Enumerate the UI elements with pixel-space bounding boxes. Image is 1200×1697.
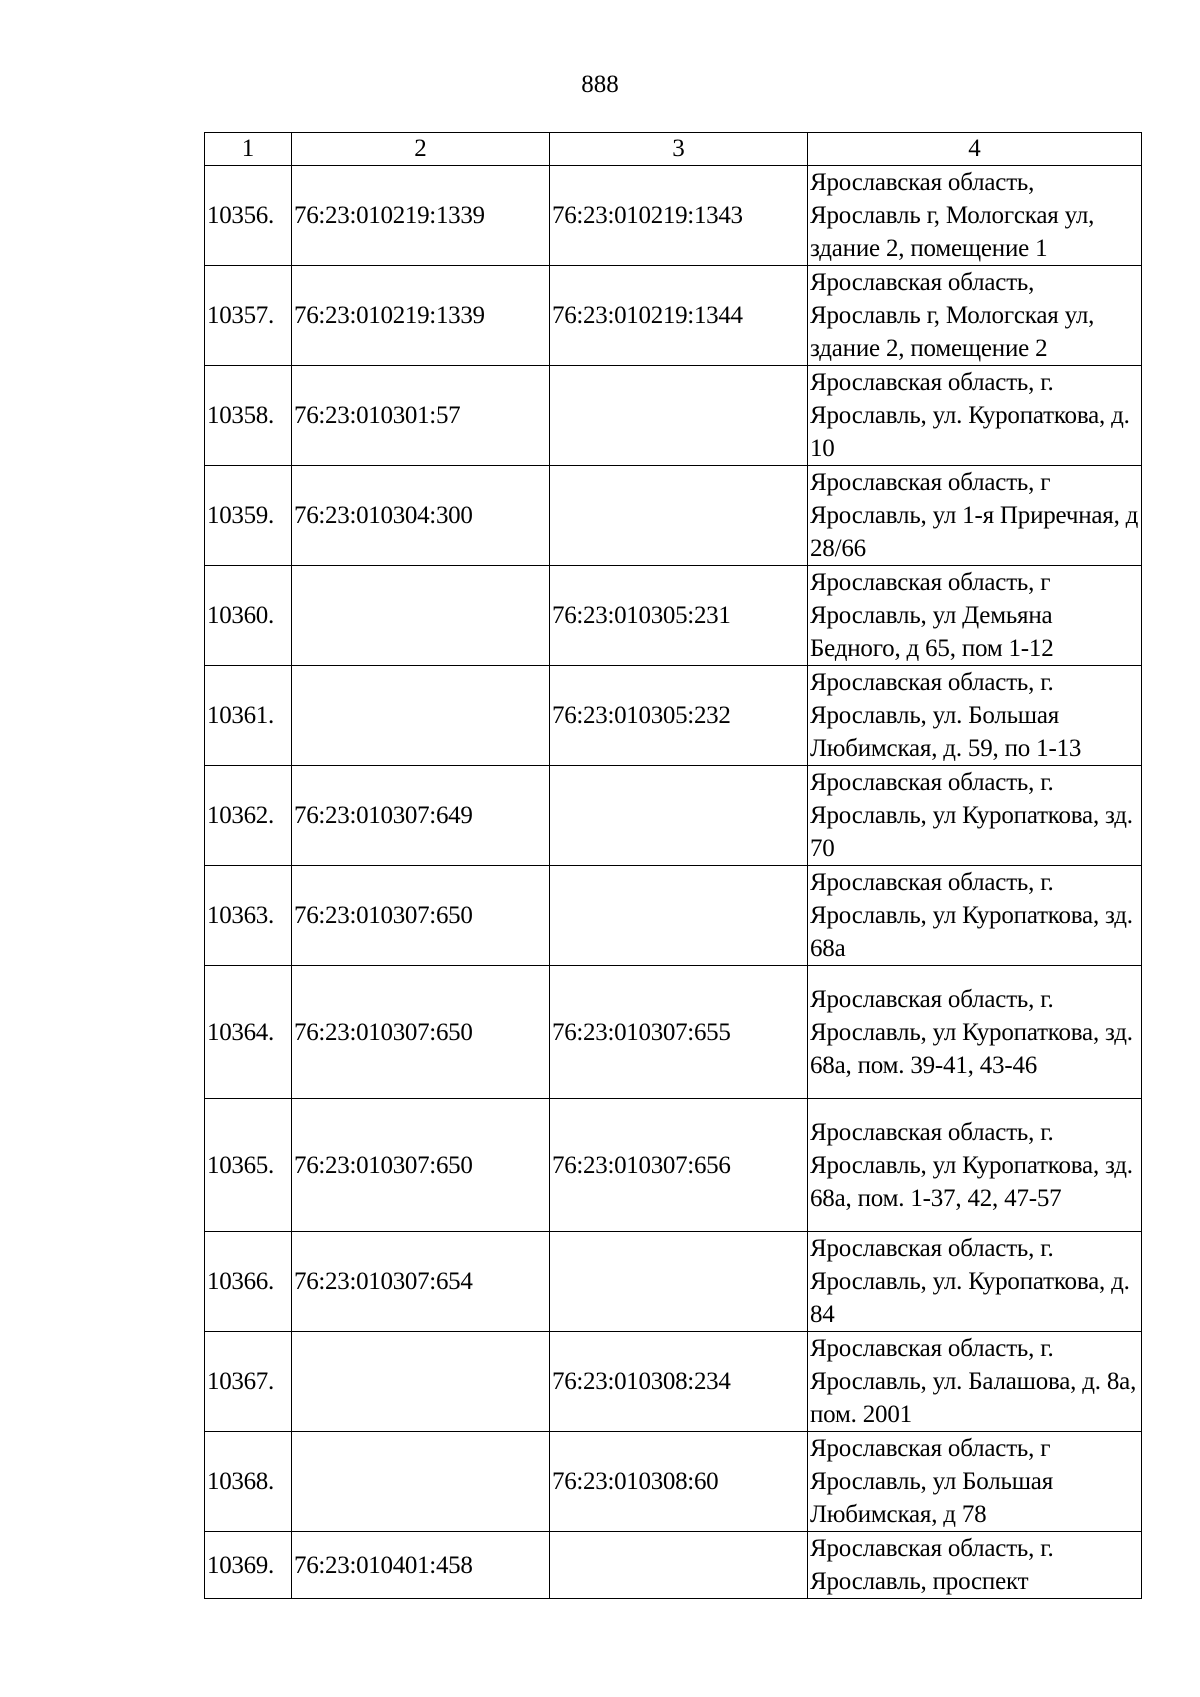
row-number: 10367. bbox=[205, 1332, 292, 1432]
address-cell: Ярославская область, г Ярославль, ул Большая Любимская, д 78 bbox=[808, 1432, 1142, 1532]
address-cell: Ярославская область, г. Ярославль, ул Куропаткова, зд. 68а, пом. 1-37, 42, 47-57 bbox=[808, 1099, 1142, 1232]
registry-table bbox=[204, 132, 1142, 1599]
cadastral-number: 76:23:010401:458 bbox=[292, 1532, 550, 1599]
address-cell: Ярославская область, г Ярославль, ул Демьяна Бедного, д 65, пом 1-12 bbox=[808, 566, 1142, 666]
premises-cadastral-number bbox=[550, 766, 808, 866]
cadastral-number: 76:23:010307:649 bbox=[292, 766, 550, 866]
table-row bbox=[205, 1232, 1142, 1332]
cadastral-number: 76:23:010304:300 bbox=[292, 466, 550, 566]
address-cell: Ярославская область, г. Ярославль, проспект bbox=[808, 1532, 1142, 1599]
page-number: 888 bbox=[581, 71, 619, 98]
row-number: 10365. bbox=[205, 1099, 292, 1232]
table-row bbox=[205, 566, 1142, 666]
row-number: 10361. bbox=[205, 666, 292, 766]
row-number: 10357. bbox=[205, 266, 292, 366]
premises-cadastral-number: 76:23:010219:1344 bbox=[550, 266, 808, 366]
address-cell: Ярославская область, г. Ярославль, ул Куропаткова, зд. 70 bbox=[808, 766, 1142, 866]
cadastral-number bbox=[292, 566, 550, 666]
cadastral-number: 76:23:010219:1339 bbox=[292, 266, 550, 366]
row-number: 10366. bbox=[205, 1232, 292, 1332]
row-number: 10368. bbox=[205, 1432, 292, 1532]
cadastral-number: 76:23:010219:1339 bbox=[292, 166, 550, 266]
table-row bbox=[205, 1099, 1142, 1232]
table-row bbox=[205, 366, 1142, 466]
row-number: 10369. bbox=[205, 1532, 292, 1599]
cadastral-number: 76:23:010307:650 bbox=[292, 866, 550, 966]
table-row bbox=[205, 1532, 1142, 1599]
premises-cadastral-number: 76:23:010305:231 bbox=[550, 566, 808, 666]
column-header-1: 1 bbox=[205, 133, 292, 166]
table-row bbox=[205, 166, 1142, 266]
table-row bbox=[205, 766, 1142, 866]
row-number: 10363. bbox=[205, 866, 292, 966]
address-cell: Ярославская область, Ярославль г, Мологская ул, здание 2, помещение 1 bbox=[808, 166, 1142, 266]
address-cell: Ярославская область, г. Ярославль, ул. Куропаткова, д. 84 bbox=[808, 1232, 1142, 1332]
premises-cadastral-number: 76:23:010308:60 bbox=[550, 1432, 808, 1532]
cadastral-number bbox=[292, 1332, 550, 1432]
premises-cadastral-number bbox=[550, 366, 808, 466]
table-header-row bbox=[205, 133, 1142, 166]
address-cell: Ярославская область, г Ярославль, ул 1-я Приречная, д 28/66 bbox=[808, 466, 1142, 566]
column-header-3: 3 bbox=[550, 133, 808, 166]
address-cell: Ярославская область, г. Ярославль, ул. Куропаткова, д. 10 bbox=[808, 366, 1142, 466]
cadastral-number: 76:23:010307:654 bbox=[292, 1232, 550, 1332]
cadastral-number bbox=[292, 1432, 550, 1532]
table-row bbox=[205, 966, 1142, 1099]
table-row bbox=[205, 266, 1142, 366]
premises-cadastral-number: 76:23:010307:655 bbox=[550, 966, 808, 1099]
premises-cadastral-number: 76:23:010308:234 bbox=[550, 1332, 808, 1432]
row-number: 10359. bbox=[205, 466, 292, 566]
row-number: 10360. bbox=[205, 566, 292, 666]
premises-cadastral-number: 76:23:010305:232 bbox=[550, 666, 808, 766]
column-header-4: 4 bbox=[808, 133, 1142, 166]
cadastral-number: 76:23:010307:650 bbox=[292, 1099, 550, 1232]
column-header-2: 2 bbox=[292, 133, 550, 166]
table-row bbox=[205, 666, 1142, 766]
table-row bbox=[205, 866, 1142, 966]
address-cell: Ярославская область, Ярославль г, Мологская ул, здание 2, помещение 2 bbox=[808, 266, 1142, 366]
table-row bbox=[205, 466, 1142, 566]
row-number: 10362. bbox=[205, 766, 292, 866]
address-cell: Ярославская область, г. Ярославль, ул Куропаткова, зд. 68а, пом. 39-41, 43-46 bbox=[808, 966, 1142, 1099]
address-cell: Ярославская область, г. Ярославль, ул. Большая Любимская, д. 59, по 1-13 bbox=[808, 666, 1142, 766]
premises-cadastral-number bbox=[550, 866, 808, 966]
table-row bbox=[205, 1432, 1142, 1532]
address-cell: Ярославская область, г. Ярославль, ул. Балашова, д. 8а, пом. 2001 bbox=[808, 1332, 1142, 1432]
premises-cadastral-number bbox=[550, 1532, 808, 1599]
row-number: 10364. bbox=[205, 966, 292, 1099]
premises-cadastral-number bbox=[550, 466, 808, 566]
row-number: 10356. bbox=[205, 166, 292, 266]
premises-cadastral-number: 76:23:010219:1343 bbox=[550, 166, 808, 266]
cadastral-number: 76:23:010307:650 bbox=[292, 966, 550, 1099]
address-cell: Ярославская область, г. Ярославль, ул Куропаткова, зд. 68а bbox=[808, 866, 1142, 966]
row-number: 10358. bbox=[205, 366, 292, 466]
premises-cadastral-number: 76:23:010307:656 bbox=[550, 1099, 808, 1232]
premises-cadastral-number bbox=[550, 1232, 808, 1332]
table-row bbox=[205, 1332, 1142, 1432]
cadastral-number: 76:23:010301:57 bbox=[292, 366, 550, 466]
cadastral-number bbox=[292, 666, 550, 766]
